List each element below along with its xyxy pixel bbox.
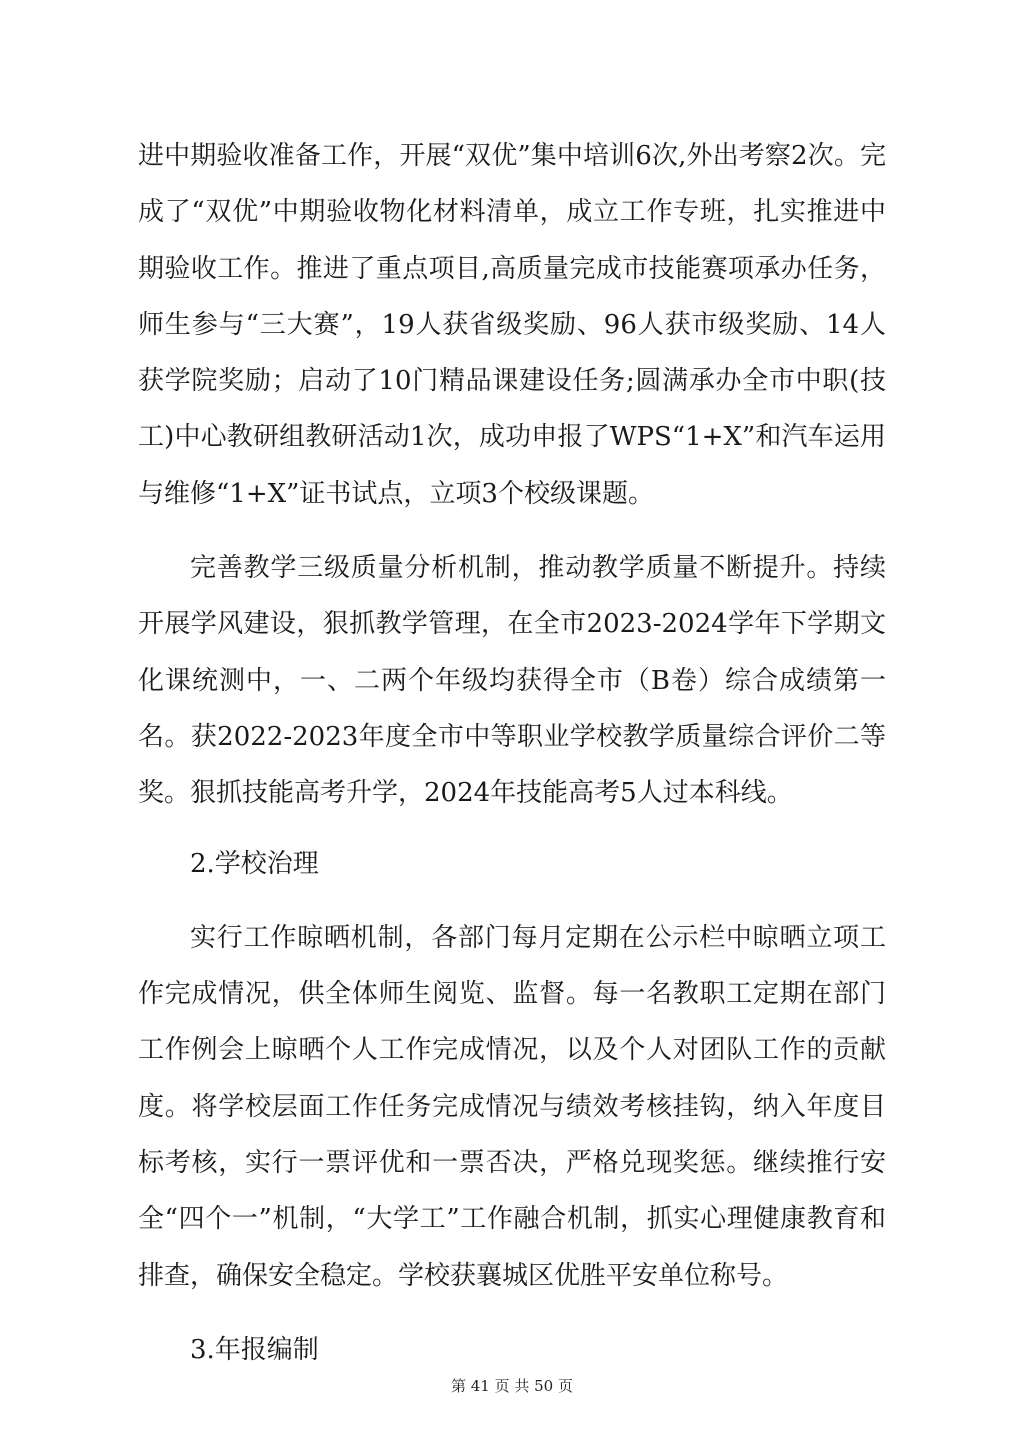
paragraph-teaching-quality: 完善教学三级质量分析机制，推动教学质量不断提升。持续开展学风建设，狠抓教学管理，在全市2023-2024学年下学期文化课统测中，一、二两个年级均获得全市（B卷）综合成绩第一名。获2022-2023年度全市中等职业学校教学质量综合评价二等奖。狠抓技能高考升学，2024年技能高考5人过本科线。: [138, 553, 886, 809]
page-footer: [0, 1376, 1024, 1396]
document-body: [138, 128, 886, 1378]
paragraph-school-governance: 实行工作晾晒机制，各部门每月定期在公示栏中晾晒立项工作完成情况，供全体师生阅览、监督。每一名教职工定期在部门工作例会上晾晒个人工作完成情况，以及个人对团队工作的贡献度。将学校层面工作任务完成情况与绩效考核挂钩，纳入年度目标考核，实行一票评优和一票否决，严格兑现奖惩。继续推行安全“四个一”机制，“大学工”工作融合机制，抓实心理健康教育和排查，确保安全稳定。学校获襄城区优胜平安单位称号。: [138, 922, 886, 1291]
page-number-label: 第 41 页 共 50 页: [450, 1377, 573, 1395]
section-heading-annual-report: 3.年报编制: [190, 1334, 319, 1365]
section-heading-school-governance: 2.学校治理: [190, 848, 319, 879]
paragraph-continuation: 进中期验收准备工作，开展“双优”集中培训6次,外出考察2次。完成了“双优”中期验收物化材料清单，成立工作专班，扎实推进中期验收工作。推进了重点项目,高质量完成市技能赛项承办任务，师生参与“三大赛”，19人获省级奖励、96人获市级奖励、14人获学院奖励；启动了10门精品课建设任务;圆满承办全市中职(技工)中心教研组教研活动1次，成功申报了WPS“1+X”和汽车运用与维修“1+X”证书试点，立项3个校级课题。: [138, 141, 886, 509]
